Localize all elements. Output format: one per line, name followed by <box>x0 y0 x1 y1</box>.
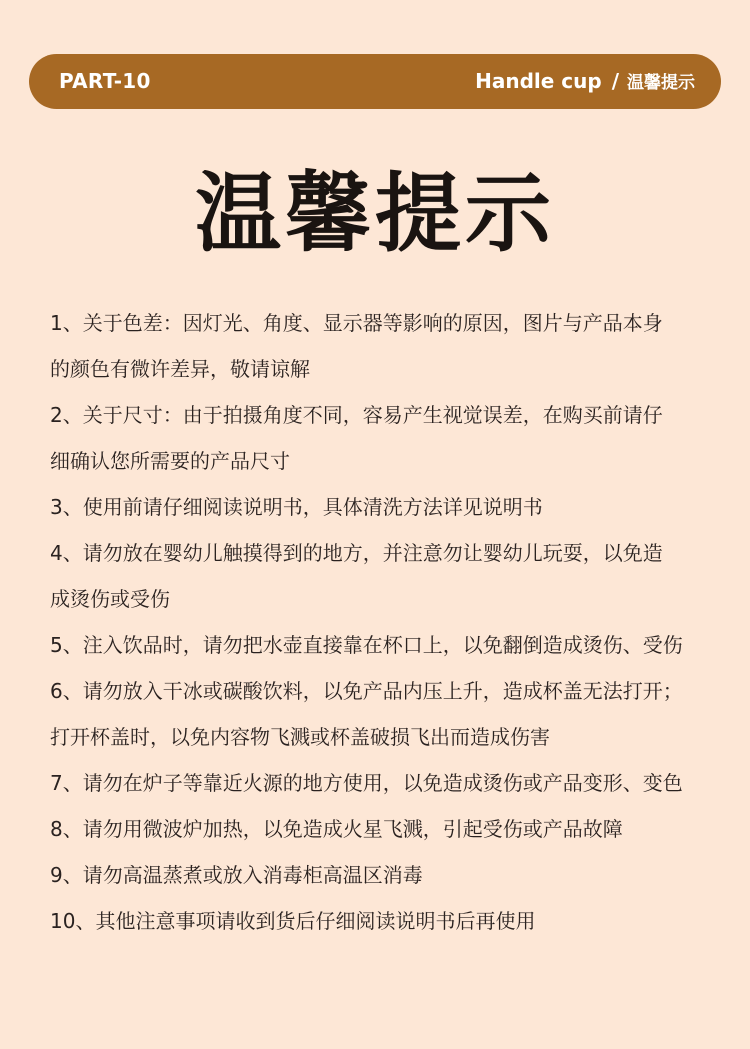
header-bar <box>29 54 721 109</box>
note-line: 打开杯盖时，以免内容物飞溅或杯盖破损飞出而造成伤害 <box>50 725 550 749</box>
note-line: 成烫伤或受伤 <box>50 587 170 611</box>
note-line: 10、其他注意事项请收到货后仔细阅读说明书后再使用 <box>50 909 536 933</box>
note-line: 9、请勿高温蒸煮或放入消毒柜高温区消毒 <box>50 863 423 887</box>
note-line: 7、请勿在炉子等靠近火源的地方使用，以免造成烫伤或产品变形、变色 <box>50 771 683 795</box>
note-line: 4、请勿放在婴幼儿触摸得到的地方，并注意勿让婴幼儿玩耍，以免造 <box>50 541 663 565</box>
section-label: 温馨提示 <box>627 73 695 93</box>
part-label: PART-10 <box>59 69 151 93</box>
note-line: 细确认您所需要的产品尺寸 <box>50 449 290 473</box>
product-label: Handle cup <box>475 69 602 93</box>
notes-list <box>50 300 710 944</box>
header-separator: / <box>611 69 619 93</box>
note-line: 1、关于色差：因灯光、角度、显示器等影响的原因，图片与产品本身 <box>50 311 663 335</box>
note-line: 8、请勿用微波炉加热，以免造成火星飞溅，引起受伤或产品故障 <box>50 817 623 841</box>
note-line: 2、关于尺寸：由于拍摄角度不同，容易产生视觉误差，在购买前请仔 <box>50 403 663 427</box>
header-right-group <box>475 54 695 109</box>
note-line: 3、使用前请仔细阅读说明书，具体清洗方法详见说明书 <box>50 495 543 519</box>
page-title: 温馨提示 <box>195 164 555 264</box>
note-line: 6、请勿放入干冰或碳酸饮料，以免产品内压上升，造成杯盖无法打开； <box>50 679 683 703</box>
note-line: 的颜色有微许差异，敬请谅解 <box>50 357 310 381</box>
note-line: 5、注入饮品时，请勿把水壶直接靠在杯口上，以免翻倒造成烫伤、受伤 <box>50 633 683 657</box>
